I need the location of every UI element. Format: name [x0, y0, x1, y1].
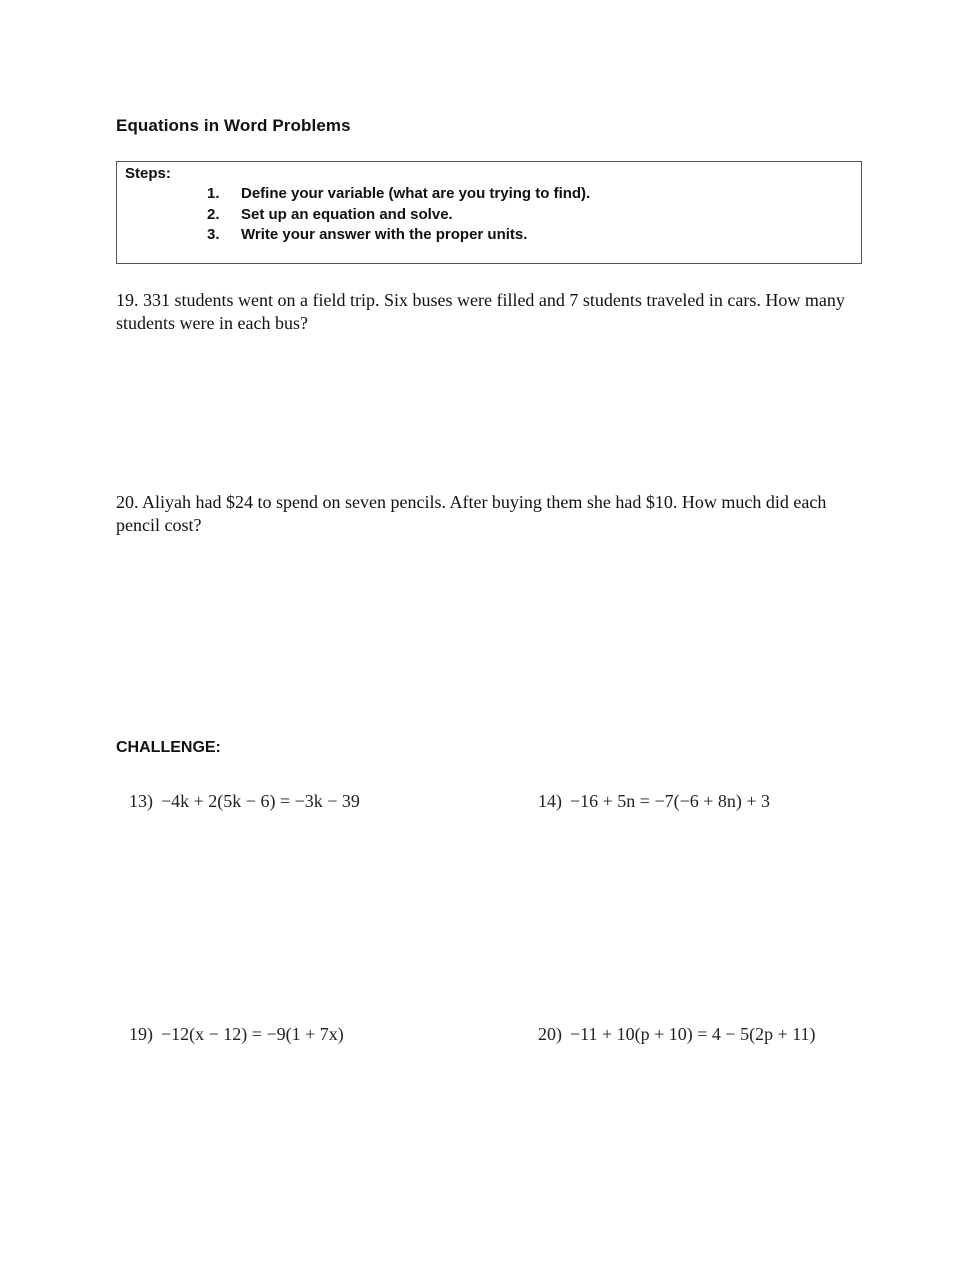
- equation-number: 14): [538, 791, 562, 811]
- word-problem-20: 20. Aliyah had $24 to spend on seven pencils. After buying them she had $10. How much did each pencil cost?: [116, 492, 827, 535]
- equation-expression: −11 + 10(p + 10) = 4 − 5(2p + 11): [570, 1024, 816, 1044]
- challenge-title: CHALLENGE:: [116, 739, 221, 756]
- step-text: Define your variable (what are you trying to find).: [241, 185, 591, 202]
- equation-number: 13): [129, 791, 153, 811]
- equation-number: 20): [538, 1024, 562, 1044]
- step-number: 1.: [207, 185, 220, 202]
- step-item: [207, 225, 590, 246]
- challenge-equation-20: [538, 1024, 816, 1045]
- step-text: Write your answer with the proper units.: [241, 226, 528, 243]
- equation-expression: −4k + 2(5k − 6) = −3k − 39: [161, 791, 360, 811]
- steps-label: Steps:: [125, 165, 171, 182]
- steps-box: [116, 161, 862, 264]
- step-item: [207, 184, 590, 205]
- challenge-equation-19: [129, 1024, 344, 1045]
- equation-expression: −16 + 5n = −7(−6 + 8n) + 3: [570, 791, 771, 811]
- step-number: 3.: [207, 226, 220, 243]
- page-title: Equations in Word Problems: [116, 116, 351, 135]
- step-item: [207, 205, 590, 226]
- equation-expression: −12(x − 12) = −9(1 + 7x): [161, 1024, 344, 1044]
- steps-list: [207, 184, 590, 246]
- step-text: Set up an equation and solve.: [241, 205, 453, 223]
- challenge-equation-13: [129, 791, 360, 812]
- challenge-equation-14: [538, 791, 770, 812]
- word-problem-19: 19. 331 students went on a field trip. Six buses were filled and 7 students traveled in cars. How many students were in each bus?: [116, 290, 845, 333]
- step-number: 2.: [207, 205, 220, 223]
- equation-number: 19): [129, 1024, 153, 1044]
